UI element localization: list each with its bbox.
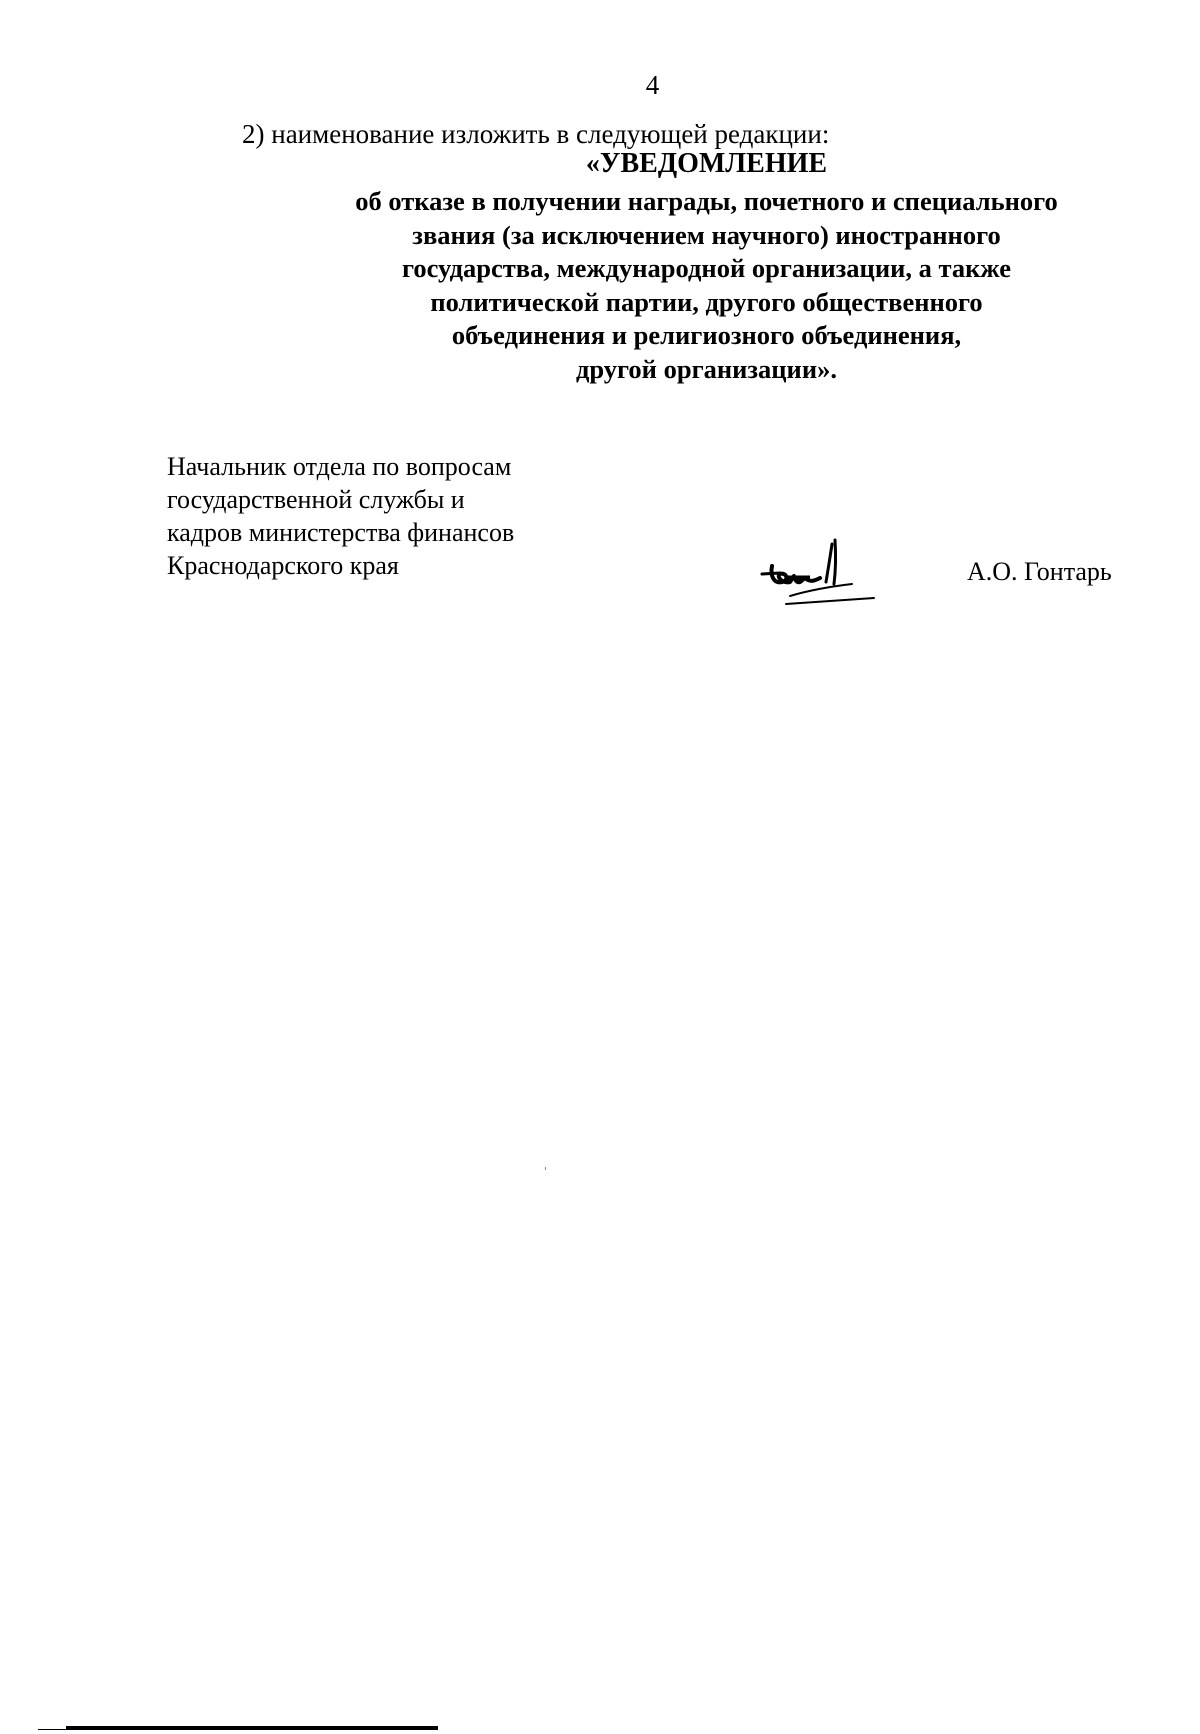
- notice-heading-line: политической партии, другого общественного: [430, 286, 983, 317]
- notice-heading: [0, 147, 1200, 181]
- notice-heading-line: другой организации».: [576, 353, 837, 384]
- notice-heading-line: звания (за исключением научного) иностранного: [412, 219, 1001, 250]
- notice-heading-line: об отказе в получении награды, почетного и специального: [355, 186, 1058, 216]
- page-number: 4: [645, 70, 660, 100]
- footnote-rule-thick: [66, 1726, 438, 1730]
- notice-heading-line: объединения и религиозного объединения,: [451, 320, 962, 350]
- amendment-intro-line: 2) наименование изложить в следующей редакции:: [242, 119, 830, 149]
- signatory-position-line: Краснодарского края: [167, 551, 399, 580]
- signatory-position-line: государственной службы и: [167, 485, 465, 514]
- notice-heading-title: «УВЕДОМЛЕНИЕ: [585, 148, 828, 179]
- notice-heading-line: государства, международной организации, а также: [402, 253, 1011, 283]
- notice-heading-body: [0, 185, 1200, 386]
- signatory-position-line: Начальник отдела по вопросам: [167, 452, 512, 481]
- signatory-name: А.О. Гонтарь: [967, 557, 1112, 586]
- signatory-position-line: кадров министерства финансов: [167, 518, 515, 547]
- handwritten-signature: [760, 538, 880, 610]
- signatory-position: [167, 450, 514, 582]
- scan-artifact: [545, 1167, 546, 1170]
